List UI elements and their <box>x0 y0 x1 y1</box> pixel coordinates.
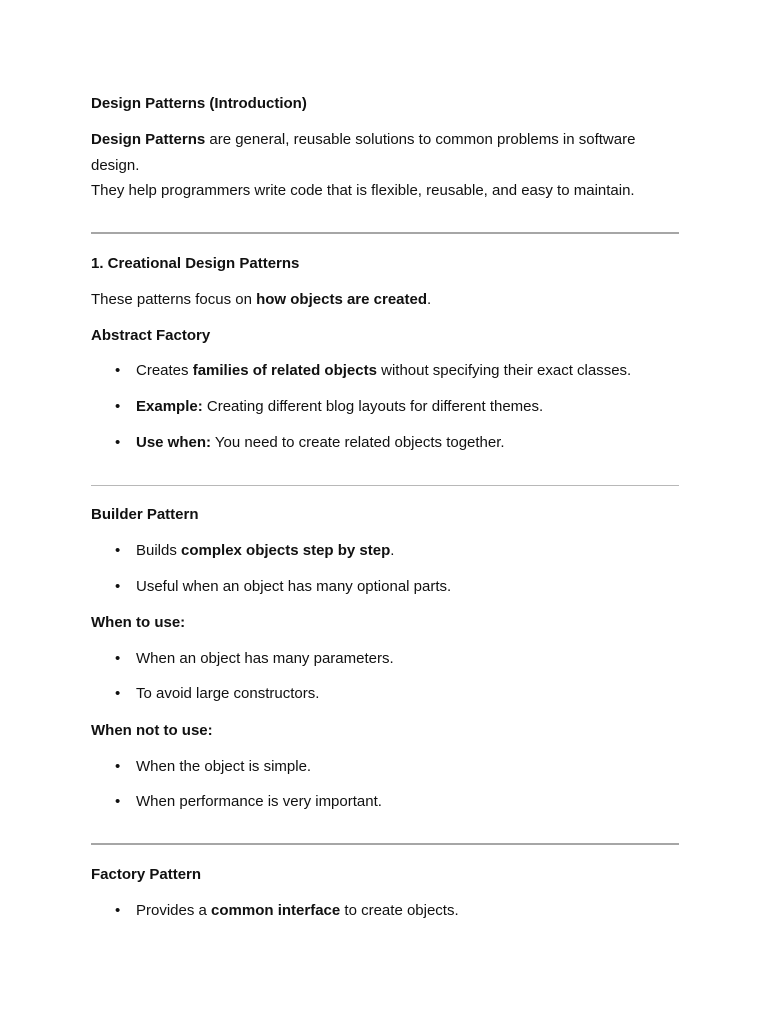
list-item <box>115 754 726 780</box>
item-bold: Example: <box>136 398 203 415</box>
subsection-heading-abstract-factory: Abstract Factory <box>91 327 211 344</box>
item-post: Creating different blog layouts for different themes. <box>202 398 544 415</box>
when-to-use-heading: When to use: <box>91 614 186 631</box>
bullet-icon: • <box>115 758 121 775</box>
item-post: You need to create related objects together. <box>211 434 505 451</box>
when-not-to-use-heading: When not to use: <box>91 722 213 739</box>
divider <box>91 843 679 845</box>
subsection-heading-builder: Builder Pattern <box>91 506 199 523</box>
desc-bold: how objects are created <box>256 291 428 308</box>
list-item <box>115 574 726 600</box>
list-item <box>115 358 726 384</box>
list-item <box>115 646 726 672</box>
item-post: to create objects. <box>340 902 459 919</box>
bullet-icon: • <box>115 434 121 451</box>
item-pre: Builds <box>136 542 182 559</box>
divider <box>91 232 679 234</box>
section-description <box>91 287 691 313</box>
bullet-icon: • <box>115 793 121 810</box>
item-pre: Provides a <box>136 902 212 919</box>
item-text: Useful when an object has many optional parts. <box>136 578 452 595</box>
list-item <box>115 538 726 564</box>
list-item <box>115 789 726 815</box>
subsection-heading-factory: Factory Pattern <box>91 866 202 883</box>
item-post: without specifying their exact classes. <box>376 362 632 379</box>
item-bold: families of related objects <box>192 362 377 379</box>
list-item <box>115 430 726 456</box>
intro-term: Design Patterns <box>91 131 206 148</box>
item-text: When an object has many parameters. <box>136 650 394 667</box>
document-title: Design Patterns (Introduction) <box>91 95 307 112</box>
intro-line-1 <box>91 127 691 153</box>
desc-pre: These patterns focus on <box>91 291 257 308</box>
item-text: When the object is simple. <box>136 758 312 775</box>
intro-line-2: design. <box>91 157 140 174</box>
item-text: When performance is very important. <box>136 793 382 810</box>
bullet-icon: • <box>115 398 121 415</box>
bullet-icon: • <box>115 685 121 702</box>
item-bold: common interface <box>211 902 341 919</box>
bullet-icon: • <box>115 650 121 667</box>
intro-text-rest: are general, reusable solutions to common problems in software <box>205 131 636 148</box>
list-item <box>115 681 726 707</box>
divider <box>91 485 679 486</box>
item-bold: complex objects step by step <box>181 542 391 559</box>
bullet-icon: • <box>115 542 121 559</box>
item-post: . <box>390 542 395 559</box>
section-heading-creational: 1. Creational Design Patterns <box>91 255 300 272</box>
list-item <box>115 898 726 924</box>
bullet-icon: • <box>115 578 121 595</box>
item-pre: Creates <box>136 362 193 379</box>
intro-line-3: They help programmers write code that is flexible, reusable, and easy to maintain. <box>91 182 635 199</box>
list-item <box>115 394 726 420</box>
bullet-icon: • <box>115 362 121 379</box>
item-bold: Use when: <box>136 434 212 451</box>
item-text: To avoid large constructors. <box>136 685 320 702</box>
desc-post: . <box>427 291 432 308</box>
bullet-icon: • <box>115 902 121 919</box>
